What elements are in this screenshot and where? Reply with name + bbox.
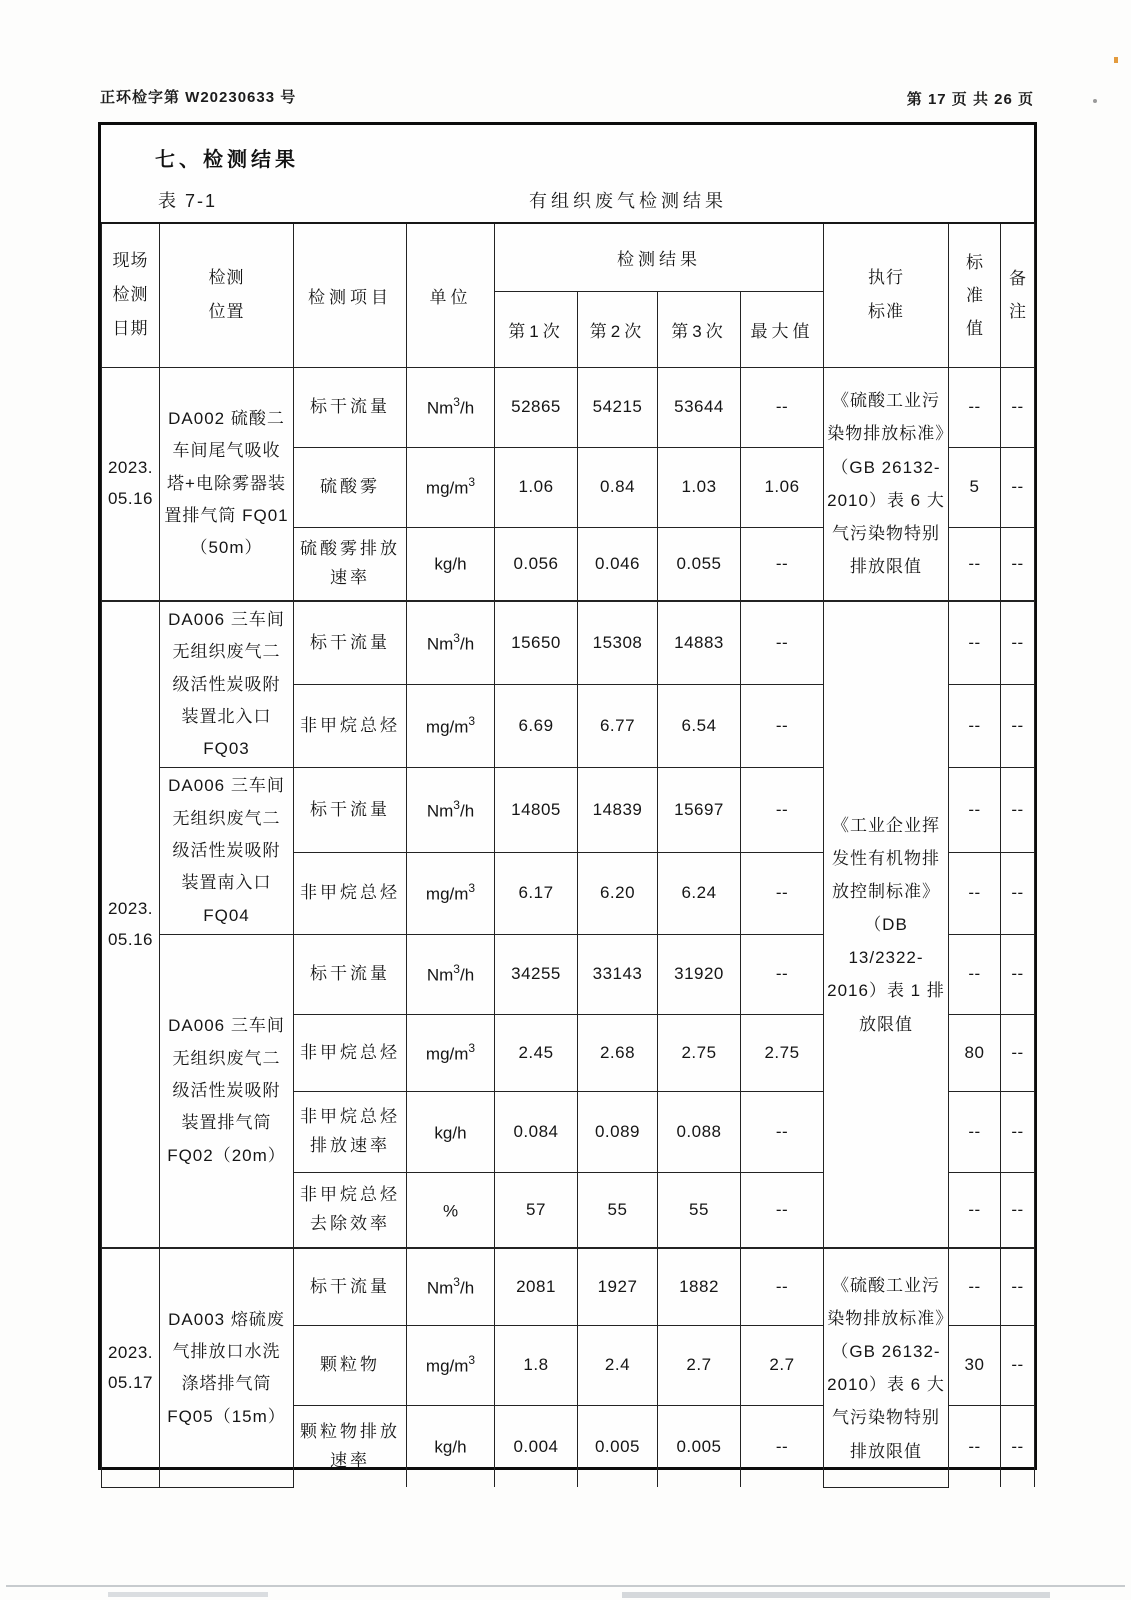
limit-cell: -- (949, 527, 1001, 601)
limit-cell: -- (949, 367, 1001, 447)
item-cell: 标干流量 (294, 367, 407, 447)
run2-cell: 6.20 (578, 852, 658, 934)
item-cell: 非甲烷总烃 (294, 852, 407, 934)
max-cell: 2.7 (741, 1325, 824, 1405)
unit-cell: Nm$^3$/h (407, 601, 495, 684)
item-cell: 标干流量 (294, 768, 407, 852)
scan-artifact-dot (1093, 99, 1097, 103)
run3-cell: 0.005 (658, 1405, 741, 1487)
run2-cell: 6.77 (578, 684, 658, 768)
limit-cell: 30 (949, 1325, 1001, 1405)
header-run3: 第3次 (658, 291, 741, 367)
location-cell: DA006 三车间无组织废气二级活性炭吸附装置排气筒 FQ02（20m） (160, 934, 294, 1248)
header-max: 最大值 (741, 291, 824, 367)
run3-cell: 0.055 (658, 527, 741, 601)
item-cell: 标干流量 (294, 934, 407, 1014)
doc-number: 正环检字第 W20230633 号 (100, 89, 297, 106)
run2-cell: 0.84 (578, 447, 658, 527)
max-cell: -- (741, 367, 824, 447)
location-cell: DA003 熔硫废气排放口水洗涤塔排气筒 FQ05（15m） (160, 1248, 294, 1487)
item-cell: 标干流量 (294, 601, 407, 684)
remark-cell: -- (1001, 684, 1035, 768)
remark-cell: -- (1001, 1091, 1035, 1172)
scan-artifact-line (6, 1585, 1125, 1587)
max-cell: -- (741, 601, 824, 684)
location-cell: DA002 硫酸二车间尾气吸收塔+电除雾器装置排气筒 FQ01（50m） (160, 367, 294, 601)
item-cell: 非甲烷总烃排放速率 (294, 1091, 407, 1172)
remark-cell: -- (1001, 1014, 1035, 1091)
unit-cell: Nm$^3$/h (407, 367, 495, 447)
item-cell: 硫酸雾排放速率 (294, 527, 407, 601)
unit-cell: Nm$^3$/h (407, 768, 495, 852)
remark-cell: -- (1001, 1405, 1035, 1487)
limit-cell: -- (949, 684, 1001, 768)
unit-cell: $mg/m^3$ (407, 447, 495, 527)
run2-cell: 2.4 (578, 1325, 658, 1405)
run2-cell: 0.089 (578, 1091, 658, 1172)
run1-cell: 2081 (495, 1248, 578, 1325)
limit-cell: -- (949, 1091, 1001, 1172)
run1-cell: 1.8 (495, 1325, 578, 1405)
standard-cell: 《工业企业挥发性有机物排放控制标准》（DB 13/2322-2016）表 1 排放限值 (824, 601, 949, 1248)
max-cell: -- (741, 684, 824, 768)
location-cell: DA006 三车间无组织废气二级活性炭吸附装置北入口 FQ03 (160, 601, 294, 768)
unit-cell: $mg/m^3$ (407, 1014, 495, 1091)
remark-cell: -- (1001, 1325, 1035, 1405)
limit-cell: -- (949, 852, 1001, 934)
run2-cell: 0.046 (578, 527, 658, 601)
remark-cell: -- (1001, 367, 1035, 447)
remark-cell: -- (1001, 527, 1035, 601)
unit-cell: Nm$^3$/h (407, 934, 495, 1014)
header-standard: 执行标准 (824, 223, 949, 367)
item-cell: 标干流量 (294, 1248, 407, 1325)
limit-cell: -- (949, 601, 1001, 684)
run2-cell: 2.68 (578, 1014, 658, 1091)
run1-cell: 52865 (495, 367, 578, 447)
table-title: 有组织废气检测结果 (529, 191, 727, 211)
location-cell: DA006 三车间无组织废气二级活性炭吸附装置南入口 FQ04 (160, 768, 294, 934)
header-run2: 第2次 (578, 291, 658, 367)
max-cell: -- (741, 1091, 824, 1172)
run2-cell: 1927 (578, 1248, 658, 1325)
run2-cell: 15308 (578, 601, 658, 684)
run1-cell: 0.084 (495, 1091, 578, 1172)
run1-cell: 0.004 (495, 1405, 578, 1487)
limit-cell: -- (949, 934, 1001, 1014)
run3-cell: 2.7 (658, 1325, 741, 1405)
run2-cell: 33143 (578, 934, 658, 1014)
standard-cell: 《硫酸工业污染物排放标准》（GB 26132-2010）表 6 大气污染物特别排放限值 (824, 1248, 949, 1487)
header-run1: 第1次 (495, 291, 578, 367)
unit-cell: kg/h (407, 527, 495, 601)
header-limit: 标准值 (949, 223, 1001, 367)
item-cell: 非甲烷总烃去除效率 (294, 1172, 407, 1248)
run3-cell: 6.24 (658, 852, 741, 934)
run1-cell: 1.06 (495, 447, 578, 527)
max-cell: -- (741, 852, 824, 934)
remark-cell: -- (1001, 601, 1035, 684)
unit-cell: $mg/m^3$ (407, 684, 495, 768)
date-cell: 2023. 05.16 (102, 601, 160, 1248)
header-unit: 单位 (407, 223, 495, 367)
item-cell: 非甲烷总烃 (294, 1014, 407, 1091)
table-label: 表 7-1 (158, 191, 218, 211)
run2-cell: 0.005 (578, 1405, 658, 1487)
header-date: 现场检测日期 (102, 223, 160, 367)
max-cell: 2.75 (741, 1014, 824, 1091)
header-remark: 备注 (1001, 223, 1035, 367)
limit-cell: 5 (949, 447, 1001, 527)
max-cell: -- (741, 527, 824, 601)
item-cell: 非甲烷总烃 (294, 684, 407, 768)
item-cell: 颗粒物排放速率 (294, 1405, 407, 1487)
run3-cell: 1882 (658, 1248, 741, 1325)
unit-cell: $mg/m^3$ (407, 852, 495, 934)
date-cell: 2023. 05.17 (102, 1248, 160, 1487)
run3-cell: 53644 (658, 367, 741, 447)
remark-cell: -- (1001, 1172, 1035, 1248)
run1-cell: 6.17 (495, 852, 578, 934)
page-number: 第 17 页 共 26 页 (906, 91, 1034, 108)
run1-cell: 15650 (495, 601, 578, 684)
max-cell: -- (741, 1172, 824, 1248)
remark-cell: -- (1001, 852, 1035, 934)
header-location: 检测位置 (160, 223, 294, 367)
header-item: 检测项目 (294, 223, 407, 367)
run3-cell: 31920 (658, 934, 741, 1014)
section-title: 七、检测结果 (155, 149, 299, 171)
item-cell: 颗粒物 (294, 1325, 407, 1405)
limit-cell: -- (949, 1172, 1001, 1248)
header-results: 检测结果 (495, 223, 824, 291)
run3-cell: 0.088 (658, 1091, 741, 1172)
run1-cell: 57 (495, 1172, 578, 1248)
run2-cell: 54215 (578, 367, 658, 447)
scan-artifact-bar (622, 1592, 1050, 1598)
run1-cell: 2.45 (495, 1014, 578, 1091)
max-cell: -- (741, 934, 824, 1014)
item-cell: 硫酸雾 (294, 447, 407, 527)
unit-cell: % (407, 1172, 495, 1248)
unit-cell: kg/h (407, 1091, 495, 1172)
run3-cell: 55 (658, 1172, 741, 1248)
standard-cell: 《硫酸工业污染物排放标准》（GB 26132-2010）表 6 大气污染物特别排放限值 (824, 367, 949, 601)
run2-cell: 55 (578, 1172, 658, 1248)
max-cell: 1.06 (741, 447, 824, 527)
limit-cell: -- (949, 1248, 1001, 1325)
content-border-box (98, 122, 1037, 1470)
run3-cell: 6.54 (658, 684, 741, 768)
unit-cell: kg/h (407, 1405, 495, 1487)
scan-artifact-bar (108, 1592, 268, 1597)
limit-cell: -- (949, 768, 1001, 852)
limit-cell: -- (949, 1405, 1001, 1487)
run3-cell: 1.03 (658, 447, 741, 527)
unit-cell: $mg/m^3$ (407, 1325, 495, 1405)
unit-cell: Nm$^3$/h (407, 1248, 495, 1325)
remark-cell: -- (1001, 934, 1035, 1014)
scan-artifact-dot (1114, 57, 1118, 63)
date-cell: 2023. 05.16 (102, 367, 160, 601)
run3-cell: 2.75 (658, 1014, 741, 1091)
run1-cell: 0.056 (495, 527, 578, 601)
limit-cell: 80 (949, 1014, 1001, 1091)
remark-cell: -- (1001, 1248, 1035, 1325)
results-table (101, 222, 1035, 1488)
max-cell: -- (741, 1405, 824, 1487)
max-cell: -- (741, 768, 824, 852)
run3-cell: 14883 (658, 601, 741, 684)
remark-cell: -- (1001, 768, 1035, 852)
run3-cell: 15697 (658, 768, 741, 852)
run2-cell: 14839 (578, 768, 658, 852)
run1-cell: 34255 (495, 934, 578, 1014)
max-cell: -- (741, 1248, 824, 1325)
run1-cell: 14805 (495, 768, 578, 852)
run1-cell: 6.69 (495, 684, 578, 768)
remark-cell: -- (1001, 447, 1035, 527)
